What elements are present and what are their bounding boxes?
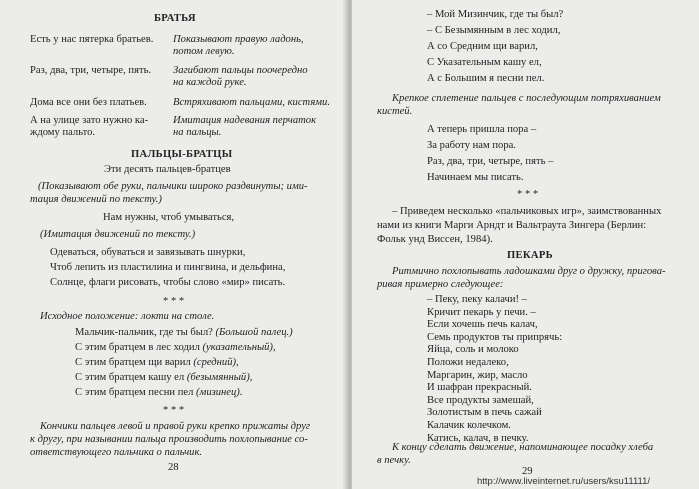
note-weave: кистей. <box>377 106 413 117</box>
baker-verse-line: Маргарин, жир, масло <box>427 369 528 381</box>
verse-line: Начинаем мы писать. <box>427 172 524 183</box>
page-number: 28 <box>168 462 179 473</box>
heading-fingers: ПАЛЬЦЫ-БРАТЦЫ <box>131 149 233 160</box>
verse-line: А теперь пришла пора – <box>427 124 537 135</box>
right-page <box>352 0 699 489</box>
baker-verse-line: Золотистым в печь сажай <box>427 407 542 419</box>
line-wash: Нам нужны, чтоб умываться, <box>103 212 235 223</box>
verse-line: А со Средним щи варил, <box>427 41 538 52</box>
verse-line: – Мой Мизинчик, где ты был? <box>427 9 564 20</box>
brothers-line: А на улице зато нужно ка- <box>30 115 149 126</box>
brothers-note: на пальцы. <box>173 127 222 138</box>
baker-verse-line: Все продукты замешай, <box>427 394 534 406</box>
verse-line: С этим братцем в лес ходил (указательный), <box>75 342 276 353</box>
stars-divider: * * * <box>517 189 539 200</box>
brothers-line: ждому пальто. <box>30 127 96 138</box>
verse-line: С этим братцем песни пел (мизинец). <box>75 387 243 398</box>
games-note: – Приведем несколько «пальчиковых игр», заимствованных <box>392 206 662 217</box>
brothers-note: Показывают правую ладонь, <box>173 34 304 45</box>
brothers-note: Имитация надевания перчаток <box>173 115 317 126</box>
baker-verse-line: Семь продуктов ты припрячь: <box>427 331 563 343</box>
verse-line: Солнце, флаги рисовать, чтобы слово «мир» писать. <box>50 277 286 288</box>
note-weave: Крепкое сплетение пальцев с последующим потряхиванием <box>392 93 661 104</box>
verse-line: Раз, два, три, четыре, пять – <box>427 156 554 167</box>
baker-verse-line: Катись, калач, в печку. <box>427 432 529 444</box>
verse-line: А с Большим я песни пел. <box>427 73 545 84</box>
heading-baker: ПЕКАРЬ <box>507 250 553 261</box>
baker-verse-line: Если хочешь печь калач, <box>427 319 538 331</box>
note-imitation: (Имитация движений по тексту.) <box>40 229 196 240</box>
baker-note: Ритмично похлопывать ладошками друг о дружку, пригова- <box>392 266 666 277</box>
note-hands: (Показывают обе руки, пальчики широко раздвинуты; ими- <box>38 181 308 192</box>
baker-verse-line: Кричит пекарь у печи. – <box>427 306 536 318</box>
games-note: Фольк унд Виссен, 1984). <box>377 234 493 245</box>
watermark: http://www.liveinternet.ru/users/ksu11111/ <box>477 476 651 487</box>
games-note: нами из книги Марги Арндт и Вальтраута Зингера (Берлин: <box>377 220 647 231</box>
bottom-note: к другу, при назывании пальца производить похлопывание со- <box>30 434 308 445</box>
bottom-note: Кончики пальцев левой и правой руки крепко прижаты друг <box>40 421 311 432</box>
verse-line: Мальчик-пальчик, где ты был? (Большой палец.) <box>75 327 293 338</box>
page-number: 29 <box>522 466 533 477</box>
verse-line: Чтоб лепить из пластилина и пингвина, и дельфина, <box>50 262 286 273</box>
baker-note: ривая примерно следующее: <box>377 279 504 290</box>
start-position: Исходное положение: локти на столе. <box>40 311 215 322</box>
verse-line: За работу нам пора. <box>427 140 516 151</box>
stars-divider: * * * <box>163 296 185 307</box>
end-note: К концу сделать движение, напоминающее посадку хлеба <box>392 442 654 453</box>
verse-line: С этим братцем щи варил (средний), <box>75 357 239 368</box>
baker-verse-line: – Пеку, пеку калачи! – <box>427 294 527 305</box>
baker-verse-line: Яйца, соль и молоко <box>427 344 519 356</box>
verse-line: С этим братцем кашу ел (безымянный), <box>75 372 253 383</box>
left-page <box>0 0 348 489</box>
brothers-note: Загибают пальцы поочередно <box>173 65 308 76</box>
bottom-note: ответствующего пальчика о пальчик. <box>30 447 203 458</box>
brothers-line: Раз, два, три, четыре, пять. <box>30 65 152 76</box>
baker-verse-line: Положи недалеко, <box>427 357 509 368</box>
baker-verse-line: И шафран прекрасный. <box>427 382 532 394</box>
stars-divider: * * * <box>163 405 185 416</box>
verse-line: – С Безымянным в лес ходил, <box>427 25 561 36</box>
subtitle: Эти десять пальцев-братцев <box>104 164 231 175</box>
heading-brothers: БРАТЬЯ <box>154 13 196 24</box>
brothers-note: на каждой руке. <box>173 77 247 88</box>
brothers-line: Дома все они без платьев. <box>30 97 147 108</box>
verse-line: Одеваться, обуваться и завязывать шнурки, <box>50 247 246 258</box>
brothers-note: потом левую. <box>173 46 235 57</box>
verse-line: С Указательным кашу ел, <box>427 57 542 68</box>
brothers-note: Встряхивают пальцами, кистями. <box>173 97 330 108</box>
end-note: в печку. <box>377 455 411 466</box>
note-hands: тация движений по тексту.) <box>30 194 162 205</box>
baker-verse-line: Калачик колечком. <box>427 420 511 431</box>
brothers-line: Есть у нас пятерка братьев. <box>30 34 154 45</box>
